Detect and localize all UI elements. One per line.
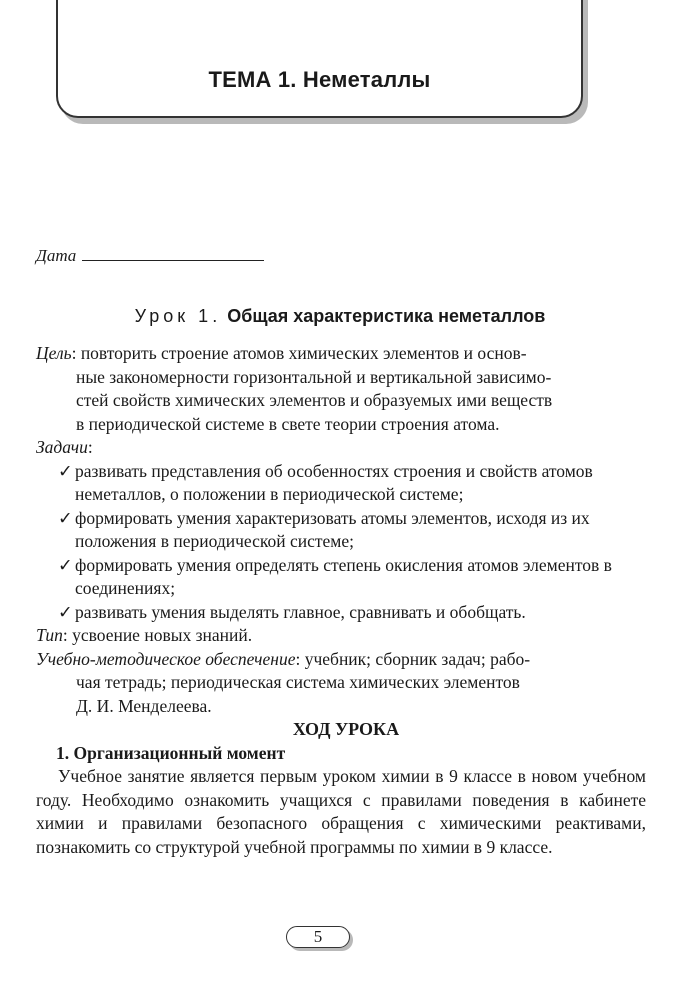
type-line [36,624,646,648]
task-item [58,554,646,601]
tasks-heading [36,436,646,460]
goal-text-first: : повторить строение атомов химических элементов и основ- [71,343,527,363]
tasks-list [36,460,646,625]
task-text: формировать умения определять степень окисления атомов элементов в соединениях; [75,554,612,598]
task-item [58,507,646,554]
goal-line: в периодической системе в свете теории строения атома. [76,413,500,434]
date-blank [82,242,264,261]
page-number: 5 [286,926,350,948]
goal-line: стей свойств химических элементов и образуемых ими веществ [76,390,553,410]
goal-paragraph [36,342,646,436]
support-paragraph [36,648,646,719]
tasks-colon: : [87,437,93,457]
support-label: Учебно-методическое обеспечение [36,648,296,669]
check-icon: ✓ [58,460,73,481]
support-text-first: : учебник; сборник задач; рабо- [295,648,531,669]
lesson-name: Общая характеристика неметаллов [227,306,546,326]
section-text: Учебное занятие является первым уроком химии в 9 классе в новом учебном году. Необходимо ознакомить учащихся с правилами поведения в кабинете химии и правилами безопасного обращения с химическими реактивами, познакомить со структурой учебной программы по химии в 9 классе. [36,766,646,857]
task-text: формировать умения характеризовать атомы элементов, исходя из их положения в периодической системе; [75,507,590,551]
topic-header-box [56,0,583,118]
date-line [36,242,264,266]
lesson-content [36,342,646,859]
task-text: развивать умения выделять главное, сравнивать и обобщать. [75,601,526,622]
date-label: Дата [36,246,77,265]
support-line: Д. И. Менделеева. [76,695,212,716]
type-label: Тип [36,625,63,645]
type-text: : усвоение новых знаний. [62,625,253,645]
goal-line: ные закономерности горизонтальной и вертикальной зависимо- [76,366,552,387]
lesson-number: Урок 1. [134,306,222,326]
task-text: развивать представления об особенностях строения и свойств атомов неметаллов, о положении в периодической системе; [75,460,593,504]
topic-title: ТЕМА 1. Неметаллы [208,67,431,92]
goal-label: Цель [36,343,72,363]
support-line: чая тетрадь; периодическая система химических элементов [76,672,520,692]
section-title: 1. Организационный момент [56,742,286,763]
check-icon: ✓ [58,507,73,528]
tasks-label: Задачи [36,437,88,457]
course-heading: ХОД УРОКА [292,719,400,739]
task-item [58,460,646,507]
lesson-title [0,306,680,327]
task-item [58,601,646,625]
check-icon: ✓ [58,601,73,622]
check-icon: ✓ [58,554,73,575]
